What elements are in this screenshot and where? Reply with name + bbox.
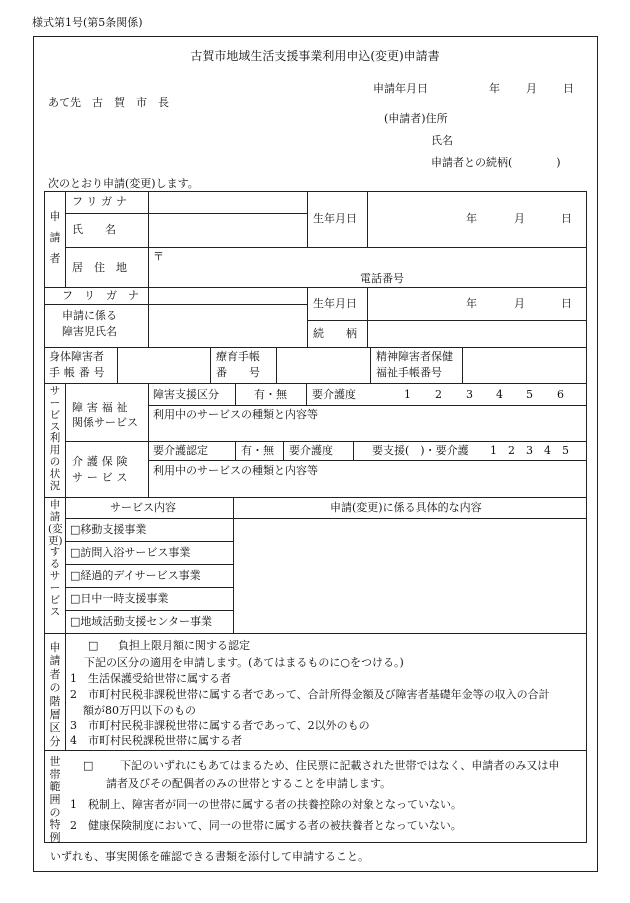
service-item-activity-center[interactable]: □地域活動支援センター事業 [70,615,212,628]
household-text-a: 下記のいずれにもあてはまるため、住民票に記載された世帯ではなく、申請者のみ又は申 [120,759,560,772]
household-text-b: 請者及びその配偶者のみの世帯とすることを申請します。 [106,777,392,790]
applicant-birth-month: 月 [514,212,525,225]
rule [148,460,587,461]
rule [148,287,149,347]
care-level-2-label: 要介護度 [289,444,333,457]
service-detail-header: 申請(変更)に係る具体的な内容 [330,501,482,514]
child-relation-label: 続 柄 [313,327,357,340]
rule [283,441,284,460]
phone-label: 電話番号 [360,272,404,285]
rule [235,383,236,405]
rule [44,347,587,348]
application-date-label: 申請年月日 [373,82,428,95]
intro-text: 次のとおり申請(変更)します。 [48,177,199,190]
rule [307,191,308,247]
rule [44,287,587,288]
child-birth-year: 年 [466,297,477,310]
applicant-birth-day: 日 [561,212,572,225]
rule [65,518,587,519]
care-level-option: 4 [496,388,503,401]
service-item-day-service[interactable]: □経過的デイサービス事業 [70,569,201,582]
rule [353,441,354,460]
rule [65,541,233,542]
rule [65,564,233,565]
applicant-name-label: 氏名 [431,134,453,147]
service-status-side-label: サービス利用の状況 [49,385,61,492]
care-level-option: 6 [557,388,564,401]
child-furigana-label: フ リ ガ ナ [62,289,139,302]
child-name-label-2: 障害児氏名 [62,325,117,338]
form-title: 古賀市地域生活支援事業利用申込(変更)申請書 [190,49,440,63]
form-number: 様式第1号(第5条関係) [32,16,143,29]
class-item-4: 4 市町村民税課税世帯に属する者 [70,734,242,747]
mental-card-label-1: 精神障害者保健 [376,350,453,363]
rule [210,347,211,383]
child-name-label-1: 申請に係る [62,309,117,322]
ryoiku-card-label-1: 療育手帳 [216,350,260,363]
class-item-2a: 2 市町村民税非課税世帯に属する者であって、合計所得金額及び障害者基礎年金等の収入の合計 [70,688,550,701]
insurance-label-1: 介護保険 [72,455,132,468]
child-birth-month: 月 [514,297,525,310]
welfare-services-in-use-label: 利用中のサービスの種類と内容等 [153,408,318,421]
applicant-birthdate-label: 生年月日 [313,212,357,225]
rule [117,347,118,383]
care-level-2-option: 1 [490,444,497,457]
class-side-label: 申請者の階層区分 [49,641,61,748]
rule [44,383,587,384]
care-cert-label: 要介護認定 [153,444,208,457]
care-level-option: 5 [526,388,533,401]
support-care-label: 要支援( )・要介護 [372,444,469,457]
rule [44,497,587,498]
postal-mark: 〒 [153,250,164,263]
child-birth-day: 日 [561,297,572,310]
applicant-relation-label: 申請者との続柄( ) [431,156,561,169]
support-class-yes-no: 有・無 [254,388,287,401]
footer-note: いずれも、事実関係を確認できる書類を添付して申請すること。 [50,850,369,863]
rule [148,405,587,406]
rule [233,497,234,633]
rule [65,497,66,750]
class-instruction: 下記の区分の適用を申請します。(あてはまるものに○をつける。) [84,656,404,669]
applicant-address-label: (申請者)住所 [384,112,448,125]
physical-card-label-2: 手帳番号 [49,366,109,379]
welfare-label-2: 関係サービス [72,416,138,429]
household-checkbox[interactable]: □ [83,759,94,772]
rule [307,320,587,321]
physical-card-label-1: 身体障害者 [49,350,104,363]
class-item-2b: 額が80万円以下のもの [83,704,196,717]
service-content-header: サービス内容 [110,501,176,514]
service-item-daytime-support[interactable]: □日中一時支援事業 [70,592,169,605]
rule [370,347,371,383]
rule [65,247,587,248]
rule [65,213,307,214]
rule [65,383,66,497]
care-level-2-option: 4 [544,444,551,457]
services-side-label: 申請(変更)するサービス [48,499,63,618]
rule [65,191,66,287]
household-side-label: 世帯範囲の特例 [49,755,61,844]
application-day: 日 [563,82,574,95]
rule [307,287,308,347]
rule [148,191,149,287]
applicant-furigana-label: フリガナ [72,195,131,208]
service-item-mobility[interactable]: □移動支援事業 [70,523,147,536]
care-level-label: 要介護度 [312,388,356,401]
applicant-name-cell-label: 氏 名 [72,223,116,236]
rule [44,750,587,751]
household-item-1: 1 税制上、障害者が同一の世帯に属する者の扶養控除の対象となっていない。 [70,798,462,811]
rule [65,587,233,588]
care-level-2-option: 5 [562,444,569,457]
care-level-2-option: 3 [526,444,533,457]
class-item-3: 3 市町村民税非課税世帯に属する者であって、2以外のもの [70,719,370,732]
applicant-side-label: 申請者 [49,210,61,265]
household-item-2: 2 健康保険制度において、同一の世帯に属する者の被扶養者となっていない。 [70,819,462,832]
care-level-2-option: 2 [508,444,515,457]
child-birthdate-label: 生年月日 [313,297,357,310]
care-cert-yes-no: 有・無 [241,444,274,457]
insurance-label-2: サービス [72,471,132,484]
rule [44,633,587,634]
care-level-option: 1 [404,388,411,401]
applicant-birth-year: 年 [466,212,477,225]
class-item-1: 1 生活保護受給世帯に属する者 [70,672,231,685]
application-month: 月 [526,82,537,95]
welfare-label-1: 障害福祉 [72,401,132,414]
ryoiku-card-label-2: 番 号 [216,366,260,379]
insurance-services-in-use-label: 利用中のサービスの種類と内容等 [153,464,318,477]
rule [367,287,368,347]
rule [462,347,463,383]
rule [235,441,236,460]
burden-limit-checkbox[interactable]: □ [88,639,99,652]
rule [65,441,587,442]
applicant-residence-label: 居 住 地 [72,261,127,274]
rule [65,610,233,611]
rule [276,347,277,383]
application-year: 年 [489,82,500,95]
rule [367,191,368,247]
rule [44,304,307,305]
support-class-label: 障害支援区分 [153,388,219,401]
service-item-bathing[interactable]: □訪問入浴サービス事業 [70,546,191,559]
mental-card-label-2: 福祉手帳番号 [376,366,442,379]
care-level-option: 3 [466,388,473,401]
rule [148,383,149,497]
burden-limit-title: 負担上限月額に関する認定 [118,639,250,652]
addressee: あて先 古 賀 市 長 [48,96,169,109]
rule [306,383,307,405]
care-level-option: 2 [435,388,442,401]
